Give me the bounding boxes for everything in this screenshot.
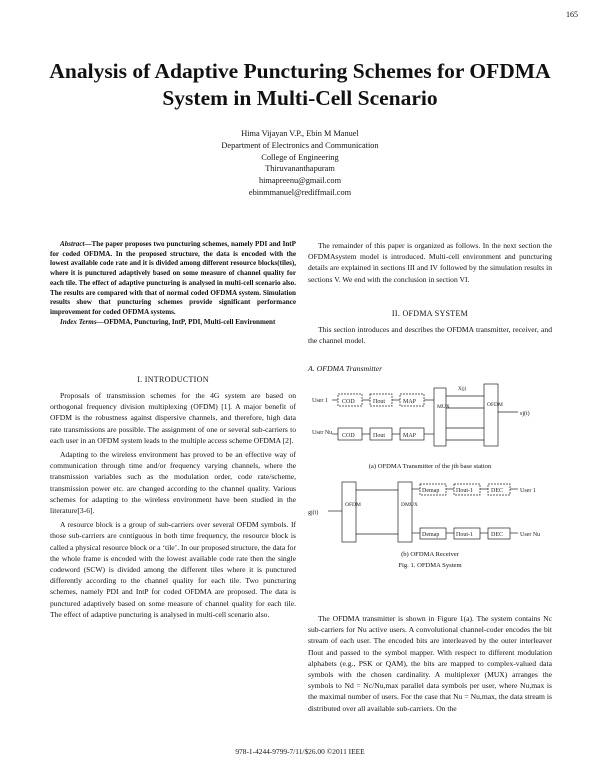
index-terms-text: —OFDMA, Puncturing, IntP, PDI, Multi-cell Environment (96, 317, 276, 326)
paragraph: A resource block is a group of sub-carriers over several OFDM symbols. If those sub-carriers are contiguous in both time frequency, the resource block is called a physical resource block or a ‘tile’. In our proposed structure, the data for the whole frame is encoded with the lowest available code rate then the single codeword (SCW) is divided among the different tiles where it is punctured differently according to the channel quality for each tile. Two puncturing schemes, namely PDI and IntP for coded OFDMA are proposed. The data is punctured adaptively based on some measure of channel quality for each tile. The effect of adaptive puncturing is analysed in multi-cell scenario also. (50, 520, 296, 619)
rx-dec-label: DEC (491, 488, 503, 494)
rx-demap-label: Demap (422, 532, 440, 538)
rx-dmux-label: DMUX (401, 502, 418, 508)
rx-pi-label: Πout-1 (456, 488, 473, 494)
rx-input-label: gj(t) (308, 510, 319, 516)
tx-pi-label: Πout (373, 399, 385, 405)
author-names: Hima Vijayan V.P., Ebin M Manuel (241, 129, 359, 138)
paragraph: Proposals of transmission schemes for the 4G system are based on orthogonal frequency division multiplexing (OFDM) [1]. A major benefit of OFDM is the robustness against dispersive channels, and therefore, high data rate transmissions are possible. The assignment of one or several sub-carriers to each user in an OFDM system leads to the multiple access scheme OFDMA [2]. (50, 391, 296, 445)
tx-output-label: sj(t) (520, 411, 530, 417)
tx-x-label: X(j) (458, 387, 467, 392)
tx-cod-label: COD (342, 433, 355, 439)
section-ofdma-intro (308, 324, 552, 346)
paper-title: Analysis of Adaptive Puncturing Schemes for OFDMA System in Multi-Cell Scenario (49, 59, 551, 110)
abstract-text: —The paper proposes two puncturing schemes, namely PDI and IntP for coded OFDMA. In the proposed structure, the data is encoded with the lowest available code rate and it is divided among different resource blocks(tiles), where it is punctured adaptively based on some measure of channel quality for each tile. The effect of adaptive puncturing is analysed in multi-cell scenario also. The results are compared with that of normal coded OFDMA system. Simulation results show that puncturing schemes provide significant performance improvement for coded OFDMA systems. (50, 240, 296, 316)
abstract (50, 240, 296, 327)
rx-dmux-box (398, 482, 412, 542)
rx-user1-label: User 1 (520, 488, 536, 494)
rx-ofdm-box (342, 482, 356, 542)
author-city: Thiruvananthapuram (265, 164, 335, 174)
subsection-heading-transmitter: A. OFDMA Transmitter (308, 364, 383, 373)
section-heading-intro: I. INTRODUCTION (137, 375, 209, 384)
tx-mux-box (434, 388, 446, 446)
figure-1 (308, 378, 552, 569)
abstract-label: Abstract (60, 240, 85, 248)
author-block (100, 128, 500, 199)
section-heading-ofdma: II. OFDMA SYSTEM (391, 309, 469, 318)
index-terms-label: Index Terms (60, 317, 97, 326)
tx-user1-label: User 1 (312, 398, 328, 404)
rx-dec-label: DEC (491, 532, 503, 538)
tx-mux-label: MUX (437, 404, 450, 410)
receiver-diagram (308, 474, 552, 546)
author-department: Department of Electronics and Communication (221, 140, 379, 150)
page-footer: 978-1-4244-9799-7/11/$26.00 ©2011 IEEE (235, 747, 365, 756)
intro-continued (308, 240, 552, 285)
figure-caption-b: (b) OFDMA Receiver (401, 551, 459, 558)
rx-ofdm-label: OFDM (345, 502, 361, 508)
author-email-2: ebinmmanuel@rediffmail.com (248, 187, 352, 197)
figure-caption-main: Fig. 1. OFDMA System (398, 562, 462, 569)
tx-ofdm-box (484, 384, 498, 446)
figure-caption-a: (a) OFDMA Transmitter of the jth base station (368, 463, 492, 470)
rx-userN-label: User Nu (520, 532, 541, 538)
paragraph: Adapting to the wireless environment has proved to be an effective way of communication through time and/or frequency varying channels, where the transmission variables such as the modulation order, code rate/scheme, transmission power etc. are changed according to the channel quality. Various schemes for adapting to the wireless environment have been studied in the literature[3-6]. (50, 450, 296, 516)
rx-pi-label: Πout-1 (456, 532, 473, 538)
author-college: College of Engineering (261, 152, 339, 162)
author-email-1: himapreenu@gmail.com (258, 176, 342, 186)
intro-body (50, 390, 296, 620)
section-ofdma-transmitter-body (308, 613, 552, 714)
tx-pi-label: Πout (373, 433, 385, 439)
tx-map-label: MAP (403, 399, 417, 405)
paragraph: The OFDMA transmitter is shown in Figure 1(a). The system contains Nc sub-carriers for Nu active users. A convolutional channel-coder encodes the bit stream of each user. The encoded bits are interleaved by the outer interleaver Πout and passed to the symbol mapper. With respect to different modulation alphabets (e.g., PSK or QAM), the bits are mapped to complex-valued data symbols with the chosen cardinality. A multiplexer (MUX) arranges the symbols to Nd = Nc/Nu,max parallel data symbols per user, where Nu,max is the maximal number of users. For the case that Nu = Nu,max, the data stream is distributed over all available sub-carriers. On the (308, 614, 552, 713)
rx-demap-label: Demap (422, 488, 440, 494)
tx-ofdm-label: OFDM (487, 402, 503, 408)
tx-cod-label: COD (342, 399, 355, 405)
page-number: 165 (566, 10, 578, 19)
paragraph: The remainder of this paper is organized as follows. In the next section the OFDMAsystem model is introduced. Multi-cell environment and puncturing details are explained in sections III and IV followed by the simulation results in sections V. We end with the conclusion in section VI. (308, 241, 552, 284)
tx-map-label: MAP (403, 433, 417, 439)
tx-userN-label: User Nu (312, 430, 333, 436)
paragraph: This section introduces and describes the OFDMA transmitter, receiver, and the channel model. (308, 325, 552, 346)
transmitter-diagram (308, 378, 552, 458)
